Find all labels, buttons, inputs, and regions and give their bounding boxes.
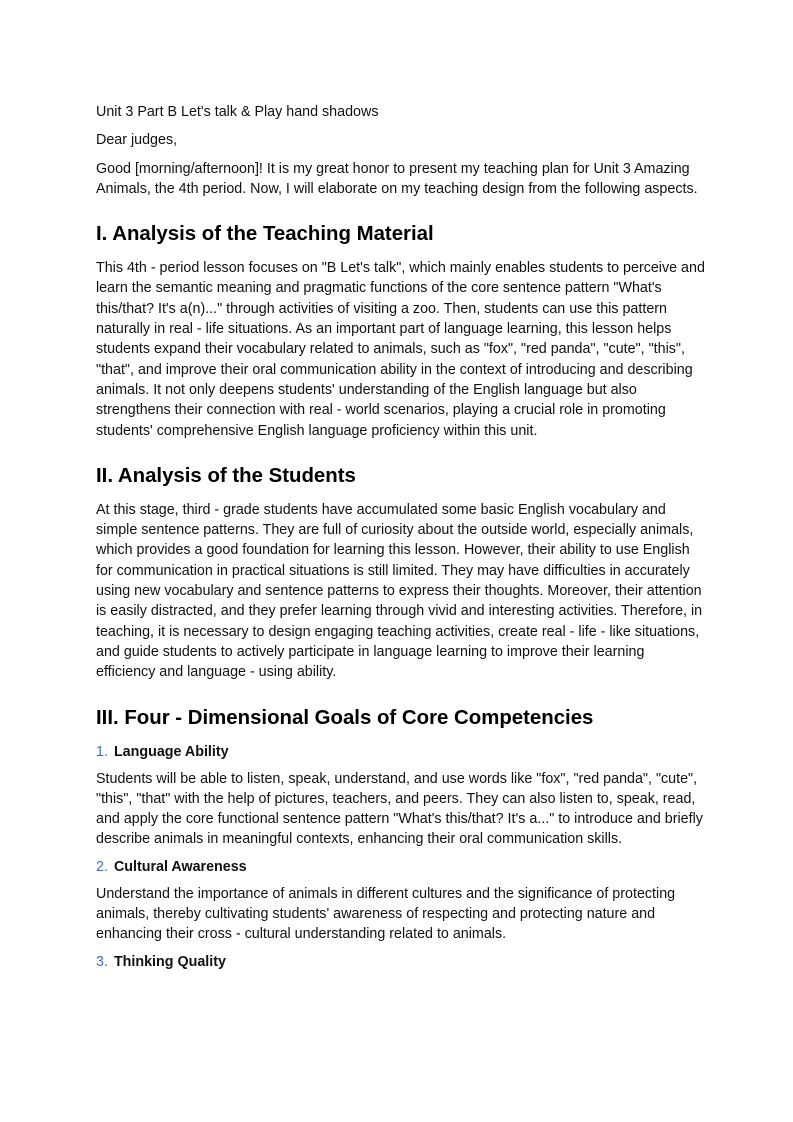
section-heading-goals: III. Four - Dimensional Goals of Core Competencies — [96, 706, 594, 729]
section-body-students: At this stage, third - grade students have accumulated some basic English vocabulary and simple sentence patterns. They are full of curiosity about the outside world, especially animals, which provides a good foundation for learning this lesson. However, their ability to use English for communication in practical situations is still limited. They may have difficulties in accurately using new vocabulary and sentence patterns to express their thoughts. Moreover, their attention is easily distracted, and they prefer learning through vivid and interesting activities. Therefore, in teaching, it is necessary to design engaging teaching activities, create real - life - like situations, and guide students to actively participate in language learning to improve their learning efficiency and language - using ability. — [96, 501, 703, 681]
greeting: Dear judges, — [96, 132, 178, 149]
goal-number: 3. — [96, 953, 108, 970]
goal-number: 2. — [96, 858, 108, 875]
goal-title: Cultural Awareness — [113, 858, 247, 875]
goal-item-thinking-quality — [96, 952, 706, 972]
goal-title: Language Ability — [113, 743, 229, 760]
section-heading-material: I. Analysis of the Teaching Material — [96, 223, 434, 246]
goal-body-language-ability: Students will be able to listen, speak, understand, and use words like "fox", "red panda", "cute", "this", "that" with the help of pictures, teachers, and peers. They can also listen to, speak, read, and apply the core functional sentence pattern "What's this/that? It's a..." to introduce and briefly describe animals in meaningful contexts, enhancing their oral communication skills. — [96, 770, 703, 848]
document-title: Unit 3 Part B Let's talk & Play hand shadows — [96, 104, 379, 120]
document-page — [96, 102, 706, 979]
goal-title: Thinking Quality — [113, 953, 226, 970]
goal-item-cultural-awareness — [96, 857, 706, 877]
goal-number: 1. — [96, 743, 108, 760]
section-heading-students: II. Analysis of the Students — [96, 464, 356, 487]
goal-item-language-ability — [96, 742, 706, 762]
section-body-material: This 4th - period lesson focuses on "B Let's talk", which mainly enables students to perceive and learn the semantic meaning and pragmatic functions of the core sentence pattern "What's this/that? It's a(n)..." through activities of visiting a zoo. Then, students can use this pattern naturally in real - life situations. As an important part of language learning, this lesson helps students expand their vocabulary related to animals, such as "fox", "red panda", "cute", "this", "that", and improve their oral communication ability in the context of introducing and describing animals. It not only deepens students' understanding of the English language but also strengthens their connection with real - world scenarios, playing a crucial role in promoting students' comprehensive English language proficiency within this unit. — [96, 260, 705, 439]
goal-body-cultural-awareness: Understand the importance of animals in different cultures and the significance of protecting animals, thereby cultivating students' awareness of respecting and protecting nature and enhancing their cross - cultural understanding related to animals. — [96, 885, 676, 943]
intro-paragraph: Good [morning/afternoon]! It is my great honor to present my teaching plan for Unit 3 Amazing Animals, the 4th period. Now, I will elaborate on my teaching design from the following aspects. — [96, 160, 698, 197]
